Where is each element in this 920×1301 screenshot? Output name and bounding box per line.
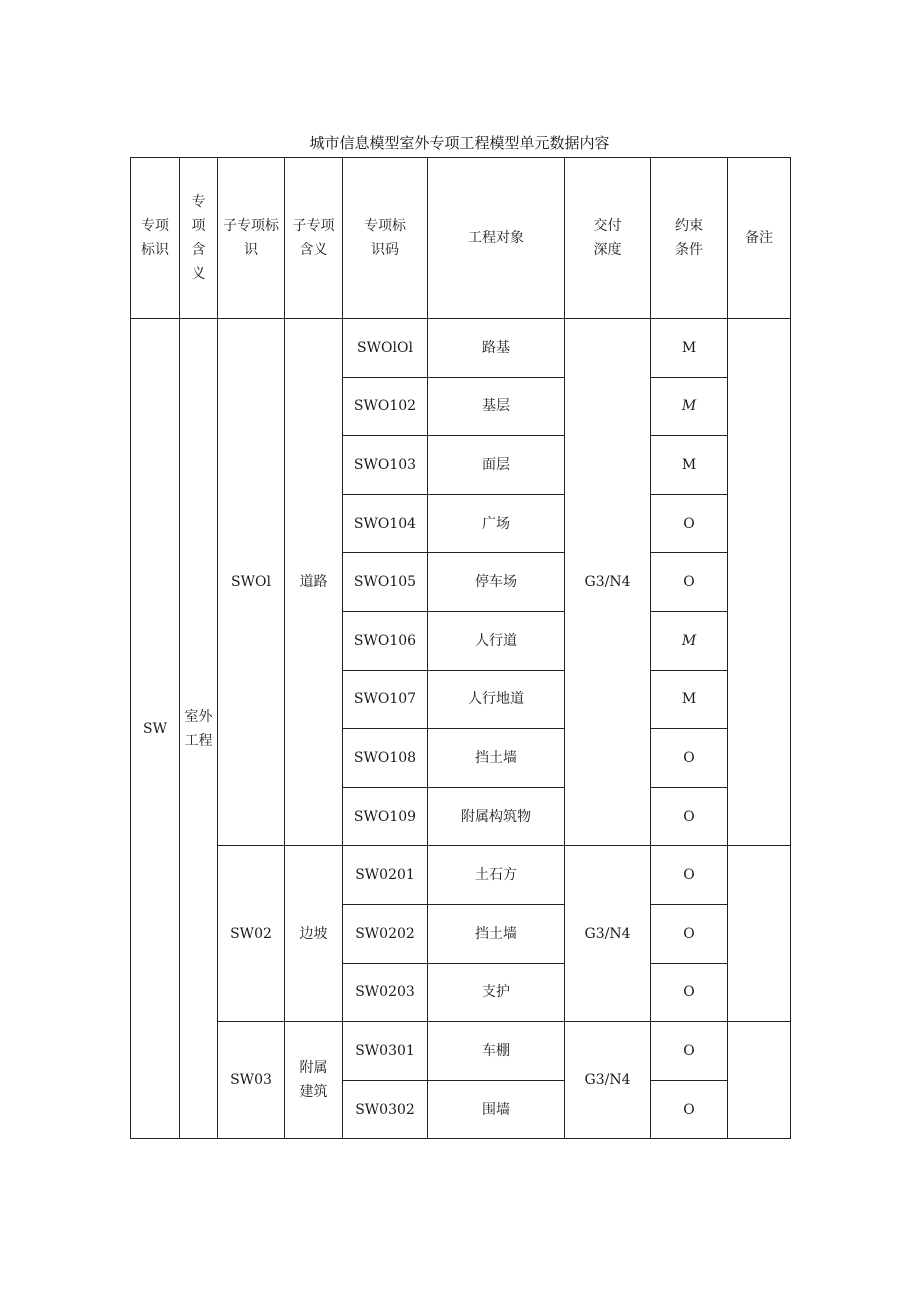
table-row (131, 1022, 791, 1081)
sub-meaning-cell: 道路 (285, 319, 343, 846)
constraint-cell: M (651, 436, 728, 495)
object-cell: 面层 (428, 436, 565, 495)
header-code: 专项标识码 (343, 158, 428, 319)
table-row (131, 846, 791, 905)
header-row (131, 158, 791, 319)
depth-cell: G3/N4 (565, 846, 651, 1022)
header-special-id: 专项标识 (131, 158, 180, 319)
object-cell: 车棚 (428, 1022, 565, 1081)
constraint-cell: O (651, 1080, 728, 1139)
depth-cell: G3/N4 (565, 1022, 651, 1139)
header-sub-meaning: 子专项含义 (285, 158, 343, 319)
constraint-cell: M (651, 611, 728, 670)
code-cell: SWO103 (343, 436, 428, 495)
header-depth: 交付深度 (565, 158, 651, 319)
code-cell: SWO104 (343, 494, 428, 553)
depth-cell: G3/N4 (565, 319, 651, 846)
code-cell: SW0202 (343, 904, 428, 963)
sub-meaning-cell: 附属建筑 (285, 1022, 343, 1139)
header-object: 工程对象 (428, 158, 565, 319)
constraint-cell: O (651, 787, 728, 846)
remark-cell (728, 846, 791, 1022)
code-cell: SWO105 (343, 553, 428, 612)
constraint-cell: O (651, 729, 728, 788)
header-special-meaning: 专项含义 (180, 158, 218, 319)
sub-meaning-cell: 边坡 (285, 846, 343, 1022)
object-cell: 挡土墙 (428, 904, 565, 963)
spec-table (130, 157, 791, 1139)
object-cell: 挡土墙 (428, 729, 565, 788)
object-cell: 土石方 (428, 846, 565, 905)
remark-cell (728, 319, 791, 846)
object-cell: 支护 (428, 963, 565, 1022)
constraint-cell: M (651, 319, 728, 378)
code-cell: SWO109 (343, 787, 428, 846)
object-cell: 路基 (428, 319, 565, 378)
code-cell: SW0201 (343, 846, 428, 905)
object-cell: 人行地道 (428, 670, 565, 729)
document-title: 城市信息模型室外专项工程模型单元数据内容 (309, 134, 610, 152)
constraint-cell: O (651, 494, 728, 553)
object-cell: 停车场 (428, 553, 565, 612)
code-cell: SWO107 (343, 670, 428, 729)
sub-id-cell: SW02 (218, 846, 285, 1022)
object-cell: 附属构筑物 (428, 787, 565, 846)
code-cell: SW0302 (343, 1080, 428, 1139)
table-row (131, 319, 791, 378)
object-cell: 围墙 (428, 1080, 565, 1139)
code-cell: SWO108 (343, 729, 428, 788)
code-cell: SWO102 (343, 377, 428, 436)
code-cell: SW0203 (343, 963, 428, 1022)
constraint-cell: M (651, 377, 728, 436)
object-cell: 基层 (428, 377, 565, 436)
object-cell: 广场 (428, 494, 565, 553)
constraint-cell: O (651, 553, 728, 612)
code-cell: SW0301 (343, 1022, 428, 1081)
header-remark: 备注 (728, 158, 791, 319)
special-meaning-cell: 室外工程 (180, 319, 218, 1139)
header-constraint: 约束条件 (651, 158, 728, 319)
header-sub-id: 子专项标识 (218, 158, 285, 319)
sub-id-cell: SWOl (218, 319, 285, 846)
object-cell: 人行道 (428, 611, 565, 670)
constraint-cell: O (651, 846, 728, 905)
code-cell: SWO106 (343, 611, 428, 670)
special-id-cell: SW (131, 319, 180, 1139)
sub-id-cell: SW03 (218, 1022, 285, 1139)
constraint-cell: O (651, 1022, 728, 1081)
remark-cell (728, 1022, 791, 1139)
constraint-cell: O (651, 904, 728, 963)
constraint-cell: O (651, 963, 728, 1022)
constraint-cell: M (651, 670, 728, 729)
code-cell: SWOlOl (343, 319, 428, 378)
